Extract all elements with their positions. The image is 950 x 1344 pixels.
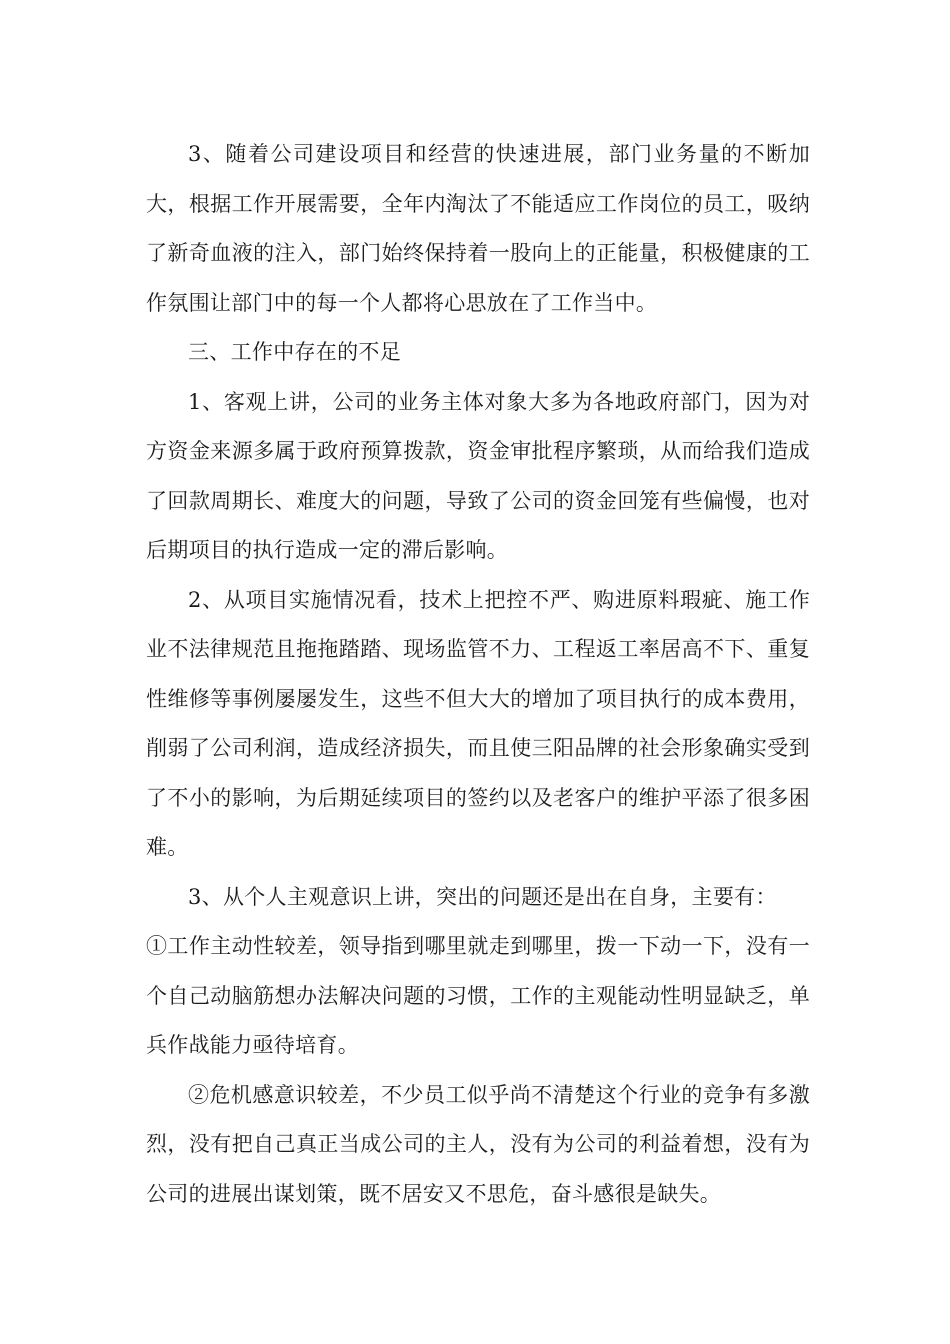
paragraph-project-implementation: 2、从项目实施情况看，技术上把控不严、购进原料瑕疵、施工作业不法律规范且拖拖踏踏、现场监管不力、工程返工率居高不下、重复性维修等事例屡屡发生，这些不但大大的增加了项目执行的成本费用，削弱了公司利润，造成经济损失，而且使三阳品牌的社会形象确实受到了不小的影响，为后期延续项目的签约以及老客户的维护平添了很多困难。 [146,587,810,859]
paragraph-subjective-awareness: 3、从个人主观意识上讲，突出的问题还是出在自身，主要有： [188,884,777,909]
section-heading-shortcomings: 三、工作中存在的不足 [188,340,401,364]
paragraph-payment-collection: 1、客观上讲，公司的业务主体对象大多为各地政府部门，因为对方资金来源多属于政府预算拨款，资金审批程序繁琐，从而给我们造成了回款周期长、难度大的问题，导致了公司的资金回笼有些偏慢，也对后期项目的执行造成一定的滞后影响。 [146,389,810,562]
document-body [146,130,810,1219]
paragraph-staff-renewal: 3、随着公司建设项目和经营的快速进展，部门业务量的不断加大，根据工作开展需要，全年内淘汰了不能适应工作岗位的员工，吸纳了新奇血液的注入，部门始终保持着一股向上的正能量，积极健康的工作氛围让部门中的每一个人都将心思放在了工作当中。 [146,142,810,315]
paragraph-initiative: ①工作主动性较差，领导指到哪里就走到哪里，拨一下动一下，没有一个自己动脑筋想办法解决问题的习惯，工作的主观能动性明显缺乏，单兵作战能力亟待培育。 [146,934,810,1057]
paragraph-crisis-awareness: ②危机感意识较差，不少员工似乎尚不清楚这个行业的竞争有多激烈，没有把自己真正当成公司的主人，没有为公司的利益着想，没有为公司的进展出谋划策，既不居安又不思危，奋斗感很是缺失。 [146,1082,810,1206]
